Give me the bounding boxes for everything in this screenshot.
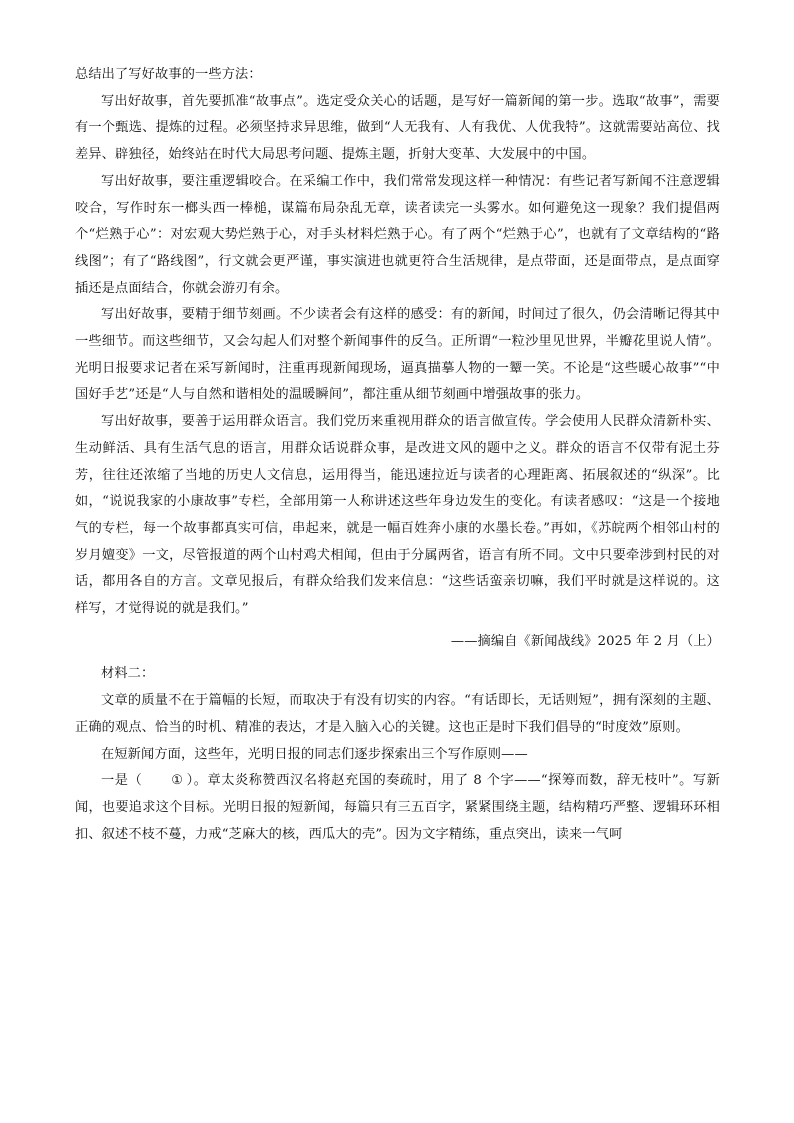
material-two-paragraph-3 bbox=[75, 768, 720, 848]
paragraph-logic: 写出好故事，要注重逻辑咬合。在采编工作中，我们常常发现这样一种情况：有些记者写新闻不注意逻辑咬合，写作时东一榔头西一棒槌，谋篇布局杂乱无章，读者读完一头雾水。如何避免这一现象？我们提倡两个“烂熟于心”：对宏观大势烂熟于心，对手头材料烂熟于心。有了两个“烂熟于心”，也就有了文章结构的“路线图”；有了“路线图”，行文就会更严谨，事实演进也就更符合生活规律，是点带面，还是面带点，是点面穿插还是点面结合，你就会游刃有余。 bbox=[75, 173, 720, 296]
material-two-paragraph-1: 文章的质量不在于篇幅的长短，而取决于有没有切实的内容。“有话即长，无话则短”，拥有深刻的主题、正确的观点、恰当的时机、精准的表达，才是入脑入心的关键。这也正是时下我们倡导的“时度效”原则。 bbox=[75, 693, 720, 735]
paragraph-story-point: 写出好故事，首先要抓准“故事点”。选定受众关心的话题，是写好一篇新闻的第一步。选取“故事”，需要有一个甄选、提炼的过程。必须坚持求异思维，做到“人无我有、人有我优、人优我特”。这就需要站高位、找差异、辟独径，始终站在时代大局思考问题、提炼主题，折射大变革、大发展中的中国。 bbox=[75, 93, 720, 163]
paragraph-mass-language: 写出好故事，要善于运用群众语言。我们党历来重视用群众的语言做宣传。学会使用人民群众清新朴实、生动鲜活、具有生活气息的语言，用群众话说群众事，是改进文风的题中之义。群众的语言不仅带有泥土芬芳，往往还浓缩了当地的历史人文信息，运用得当，能迅速拉近与读者的心理距离、拓展叙述的“纵深”。比如，“说说我家的小康故事”专栏，全部用第一人称讲述这些年身边发生的变化。有读者感叹：“这是一个接地气的专栏，每一个故事都真实可信，串起来，就是一幅百姓奔小康的水墨长卷。”再如，《苏皖两个相邻山村的岁月嬗变》一文，尽管报道的两个山村鸡犬相闻，但由于分属两省，语言有所不同。文中只要牵涉到村民的对话，都用各自的方言。文章见报后，有群众给我们发来信息：“这些话蛮亲切嘛，我们平时就是这样说的。这样写，才觉得说的就是我们。” bbox=[75, 414, 720, 617]
source-citation: ——摘编自《新闻战线》2025 年 2 月（上） bbox=[450, 633, 720, 649]
document-body bbox=[75, 62, 720, 848]
paragraph-intro: 总结出了写好故事的一些方法： bbox=[75, 67, 262, 82]
paragraph-details: 写出好故事，要精于细节刻画。不少读者会有这样的感受：有的新闻，时间过了很久，仍会清晰记得其中一些细节。而这些细节，又会勾起人们对整个新闻事件的反刍。正所谓“一粒沙里见世界，半瓣花里说人情”。光明日报要求记者在采写新闻时，注重再现新闻现场，逼真描摹人物的一颦一笑。不论是“这些暖心故事”“中国好手艺”还是“人与自然和谐相处的温暖瞬间”，都注重从细节刻画中增强故事的张力。 bbox=[75, 307, 720, 403]
principle-one-prefix: 一是（ bbox=[101, 773, 143, 789]
principle-one-text: ）。章太炎称赞西汉名将赵充国的奏疏时，用了 8 个字——“探筹而数，辞无枝叶”。写新闻，也要追求这个目标。光明日报的短新闻，每篇只有三五百字，紧紧围绕主题，结构精巧严整、逻辑环环相扣、叙述不枝不蔓，力戒“芝麻大的核，西瓜大的壳”。因为文字精练，重点突出，读来一气呵 bbox=[75, 773, 720, 842]
material-two-paragraph-2: 在短新闻方面，这些年，光明日报的同志们逐步探索出三个写作原则—— bbox=[101, 746, 528, 762]
answer-blank-1: ① bbox=[171, 773, 184, 789]
material-two-label: 材料二： bbox=[101, 666, 155, 682]
